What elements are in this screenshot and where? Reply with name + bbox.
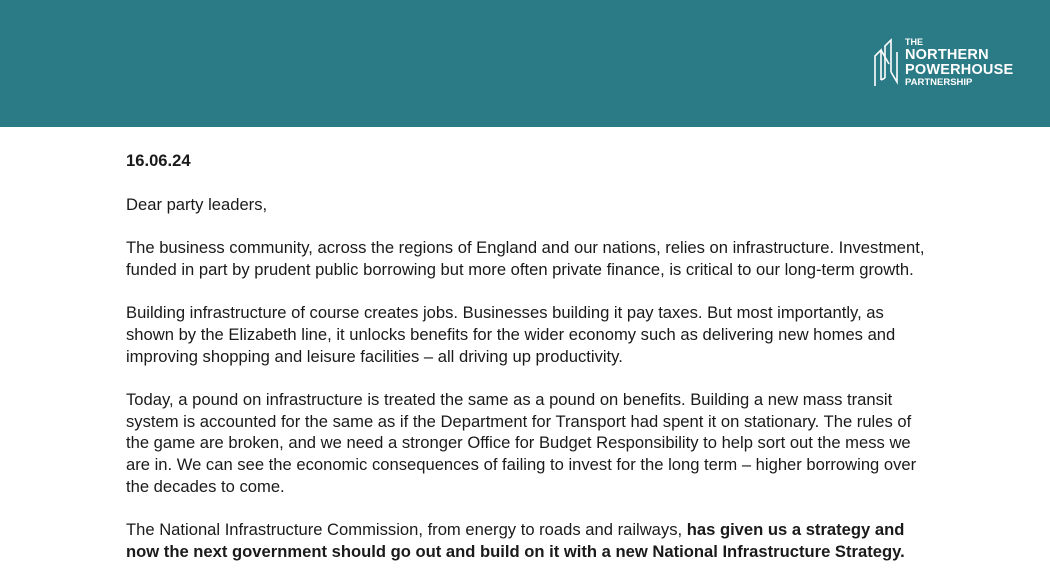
- letter-paragraph-4: [126, 519, 936, 562]
- letter-paragraph-4-emphasis: has given us a strategy and now the next government should go out and build on it with a new National Infrastructure Strategy.: [126, 520, 905, 561]
- logo-line-partnership: PARTNERSHIP: [905, 77, 973, 89]
- northern-powerhouse-logo-icon: [873, 38, 899, 88]
- logo-line-powerhouse: POWERHOUSE: [905, 61, 1014, 78]
- letter-paragraph-3: Today, a pound on infrastructure is treated the same as a pound on benefits. Building a new mass transit system is accounted for the same as if the Department for Transport had spent it on stationary. The rules of the game are broken, and we need a stronger Office for Budget Responsibility to help sort out the mess we are in. We can see the economic consequences of failing to invest for the long term – higher borrowing over the decades to come.: [126, 389, 917, 496]
- letter-body: [126, 150, 936, 580]
- header-banner: [0, 0, 1050, 127]
- northern-powerhouse-logo: [873, 38, 1013, 88]
- letter-date: 16.06.24: [126, 151, 191, 170]
- logo-wordmark: [905, 38, 1013, 88]
- letter-salutation: Dear party leaders,: [126, 194, 268, 214]
- logo-line-the: THE: [905, 37, 923, 48]
- letter-paragraph-4-text: The National Infrastructure Commission, from energy to roads and railways,: [126, 520, 687, 540]
- letter-paragraph-2: Building infrastructure of course creates jobs. Businesses building it pay taxes. But most importantly, as shown by the Elizabeth line, it unlocks benefits for the wider economy such as delivering new homes and improving shopping and leisure facilities – all driving up productivity.: [126, 303, 896, 366]
- logo-line-northern: NORTHERN: [905, 47, 989, 64]
- letter-paragraph-1: The business community, across the regions of England and our nations, relies on infrastructure. Investment, funded in part by prudent public borrowing but more often private finance, is critical to our long-term growth.: [126, 238, 925, 279]
